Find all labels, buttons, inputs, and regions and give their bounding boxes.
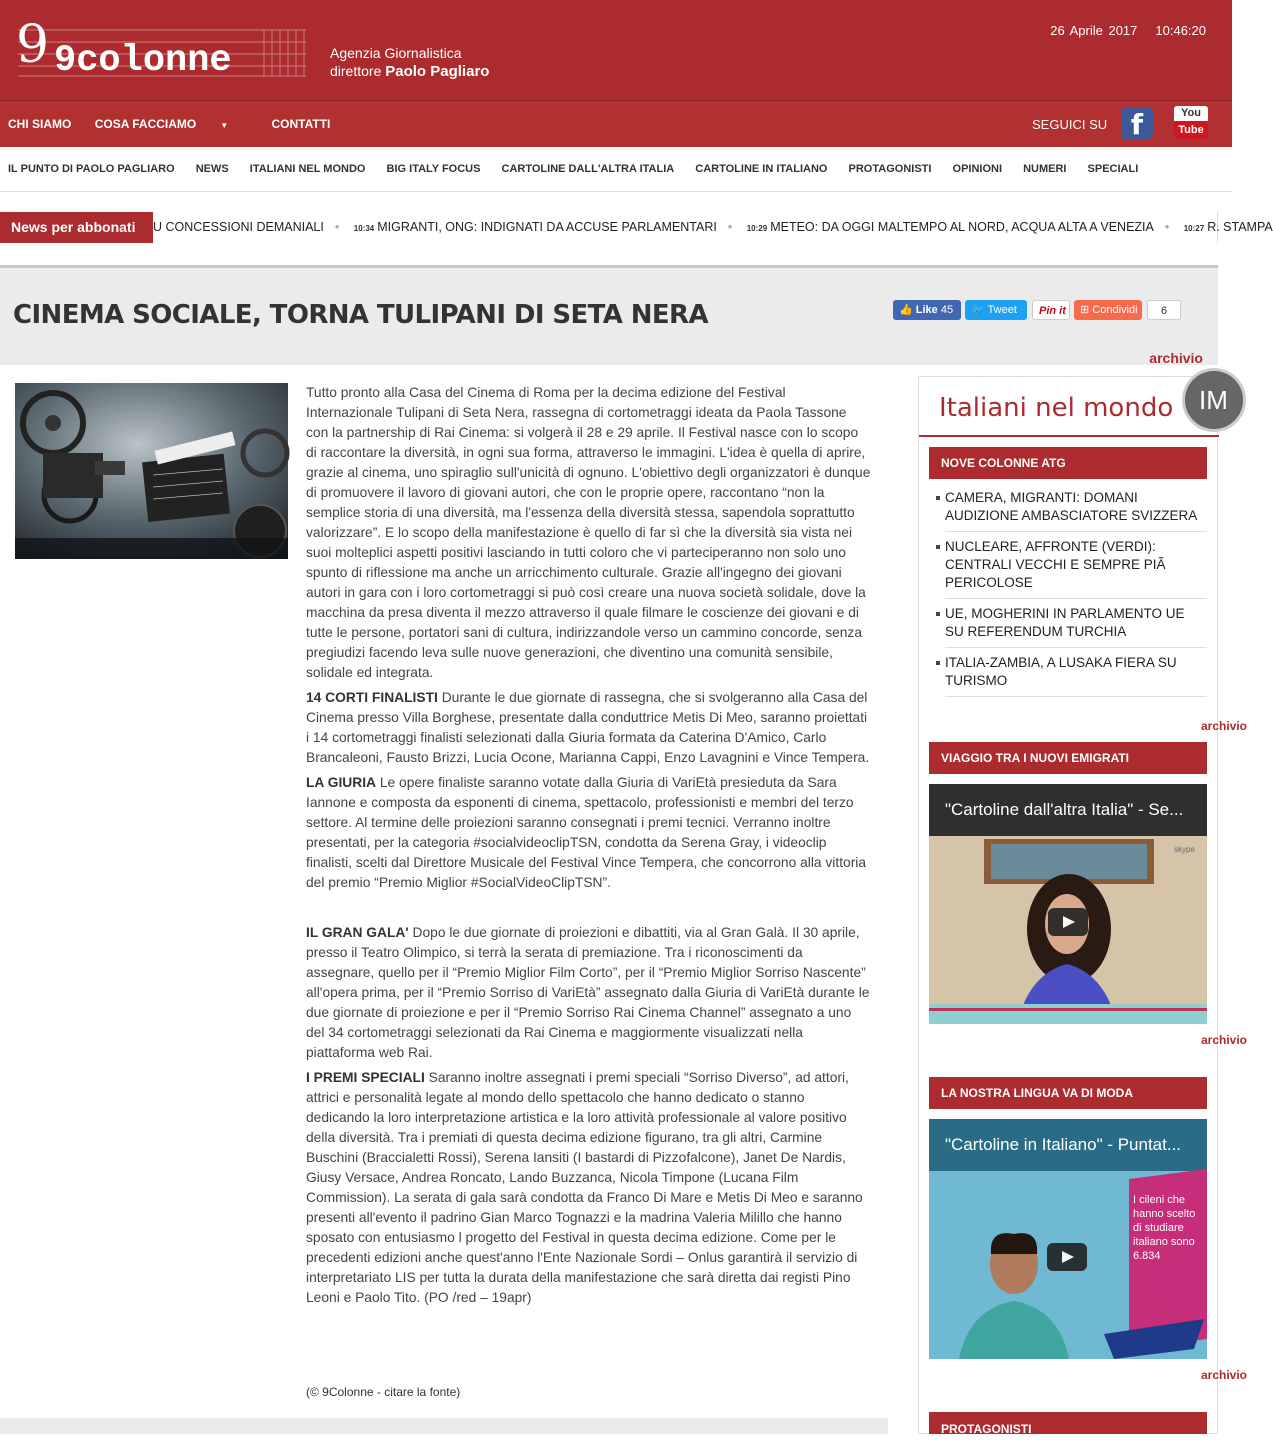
twitter-bird-icon: 🐦: [971, 304, 985, 316]
article-body: [306, 383, 871, 1313]
video-player-1[interactable]: [929, 784, 1207, 1024]
like-count: 45: [940, 304, 954, 316]
current-time: 10:46:20: [1155, 23, 1206, 38]
svg-text:9: 9: [16, 15, 50, 75]
article-paragraph: [306, 773, 871, 893]
paragraph-heading: 14 CORTI FINALISTI: [306, 690, 438, 705]
like-label: Like: [915, 304, 938, 316]
content-footer-bg: [0, 1418, 888, 1434]
article-image: [15, 383, 288, 559]
paragraph-text: Dopo le due giornate di proiezioni e dibattiti, via al Gran Galà. Il 30 aprile, presso il Teatro Olimpico, si terrà la serata di premiazione. Tra i riconoscimenti da assegnare, quello per il “Premio Miglior Film Corto”, per il “Premio Miglior Sorriso Nascente” all'opera prima, per il “Premio Sorriso di VariEtà” assegnato dalla Giuria di VariEtà durante le due giornate di proiezione e per il “Premio Sorriso Rai Cinema Channel” assegnato a uno del 34 cortometraggi selezionati da Rai Cinema e maggiormente visualizzati nella piattaforma web Rai.: [306, 925, 870, 1060]
nav-opinioni[interactable]: OPINIONI: [952, 163, 1003, 175]
follow-label: SEGUICI SU: [1032, 117, 1108, 132]
archivio-link[interactable]: archivio: [1200, 1368, 1247, 1382]
video-player-2[interactable]: [929, 1119, 1207, 1359]
nav-cartoline-altra-italia[interactable]: CARTOLINE DALL'ALTRA ITALIA: [501, 163, 675, 175]
ticker-item[interactable]: [354, 220, 717, 234]
tweet-button[interactable]: [965, 300, 1027, 320]
ticker-text: MIGRANTI, ONG: INDIGNATI DA ACCUSE PARLAMENTARI: [377, 220, 717, 234]
share-label: Condividi: [1092, 304, 1138, 316]
ticker-item[interactable]: [153, 220, 324, 234]
archivio-link[interactable]: archivio: [1200, 1033, 1247, 1047]
article-paragraph: [306, 1068, 871, 1308]
paragraph-heading: LA GIURIA: [306, 775, 377, 790]
section-nav: [0, 147, 1232, 192]
archivio-link[interactable]: archivio: [1200, 719, 1247, 733]
current-date: 26 Aprile 2017: [1050, 23, 1138, 38]
tweet-label: Tweet: [987, 304, 1017, 316]
nav-speciali[interactable]: SPECIALI: [1087, 163, 1139, 175]
nav-chi-siamo[interactable]: CHI SIAMO: [8, 117, 72, 131]
article-paragraph: [306, 383, 871, 683]
video-overlay-text: I cileni che hanno scelto di studiare italiano sono 6.834: [1133, 1194, 1196, 1262]
agency-info: [330, 44, 489, 81]
italiani-nel-mondo-badge[interactable]: IM: [1182, 368, 1246, 432]
nav-cartoline-italiano[interactable]: CARTOLINE IN ITALIANO: [695, 163, 828, 175]
facebook-like-button[interactable]: [893, 300, 961, 320]
nav-punto-pagliaro[interactable]: IL PUNTO DI PAOLO PAGLIARO: [8, 163, 175, 175]
article-paragraph: [306, 923, 871, 1063]
paragraph-text: Le opere finaliste saranno votate dalla Giuria di VariEtà presieduta da Sara Iannone e composta da esponenti di cinema, spettacolo, professionisti e membri del terzo settore. Al termine delle proiezioni saranno consegnati i premi tecnici. Verranno inoltre presentati, per la categoria #socialvideoclipTSN, condotta da Serena Gray, i videoclip finalisti, scelti dal Direttore Musicale del Festival Vince Tempera, che concorrono alla vittoria del premio “Premio Miglior #SocialVideoClipTSN”.: [306, 775, 867, 890]
logo-text: 9colonne: [54, 40, 232, 82]
ticker-time: 10:27: [1183, 224, 1205, 233]
ticker-label: News per abbonati: [0, 212, 153, 243]
youtube-icon[interactable]: [1174, 106, 1208, 140]
ticker-text: U CONCESSIONI DEMANIALI: [153, 220, 324, 234]
ticker-time: 10:29: [746, 224, 768, 233]
ticker-item[interactable]: [747, 220, 1154, 234]
article-content: [0, 365, 888, 1418]
article-paragraph: [306, 688, 871, 768]
ticker-separator: •: [1164, 220, 1170, 234]
nav-numeri[interactable]: NUMERI: [1023, 163, 1067, 175]
director-name: Paolo Pagliaro: [385, 63, 490, 80]
video-title-2: "Cartoline in Italiano" - Puntat...: [945, 1135, 1182, 1154]
site-logo[interactable]: [14, 12, 306, 80]
list-item[interactable]: UE, MOGHERINI IN PARLAMENTO UE SU REFERENDUM TURCHIA: [945, 605, 1207, 648]
ticker-text: R. STAMPA: [1207, 220, 1273, 234]
top-nav: [0, 100, 1232, 147]
play-icon[interactable]: [1048, 908, 1088, 936]
list-item[interactable]: ITALIA-ZAMBIA, A LUSAKA FIERA SU TURISMO: [945, 654, 1207, 697]
ticker-separator: •: [334, 220, 340, 234]
section-heading-nove-colonne-atg[interactable]: NOVE COLONNE ATG: [929, 447, 1207, 479]
thumbs-up-icon: 👍: [899, 304, 913, 316]
nav-italiani-nel-mondo[interactable]: ITALIANI NEL MONDO: [249, 163, 366, 175]
sidebar-news-list: [945, 489, 1207, 703]
video-thumbnail-1: [929, 784, 1207, 1024]
plus-icon: ⊞: [1080, 304, 1090, 316]
ticker-separator: •: [727, 220, 733, 234]
director-prefix: direttore: [330, 63, 382, 79]
paragraph-heading: IL GRAN GALA': [306, 925, 409, 940]
video-title-1: "Cartoline dall'altra Italia" - Se...: [945, 800, 1184, 819]
sidebar-title: Italiani nel mondo: [939, 393, 1174, 423]
news-ticker: [0, 212, 1273, 243]
facebook-icon[interactable]: f: [1121, 107, 1153, 139]
nav-cosa-facciamo[interactable]: [95, 117, 248, 131]
paragraph-text: Tutto pronto alla Casa del Cinema di Roma per la decima edizione del Festival Internazionale Tulipani di Seta Nera, rassegna di cortometraggi ideata da Paola Tassone con la partnership di Rai Cinema: si volgerà il 28 e 29 aprile. Il Festival nasce con lo scopo di raccontare la diversità, in ogni sua forma, attraverso le immagini. L'idea è quella di aprire, grazie al cinema, uno spiraglio sull'unicità di ognuno. L'obiettivo degli organizzatori è dunque di promuovere il lavoro di giovani autori, che con le proprie opere, raccontano “non la semplice storia di una diversità, ma l'essenza della diversità stessa, sapendola soprattutto valorizzare”. E lo scopo della manifestazione è quello di far sì che la diversità sia vista nei suoi molteplici aspetti positivi lasciando in tutti coloro che vi parteciperanno non solo uno spunto di riflessione ma anche un arricchimento culturale. Grazie all'ingegno dei giovani autori in gara con i loro cortometraggi si può così creare una nuova società solidale, dove la macchina da presa diventa il mezzo attraverso il quale filmare le coscienze dei giovani e di tutte le persone, portatori sani di cultura, indirizzandole verso un cammino concorde, senza pregiudizi facendo leva sulle nuove generazioni, che diventino una comunità sensibile, solidale ed integrata.: [306, 385, 871, 680]
video-watermark: skype: [1174, 845, 1195, 854]
ticker-text: METEO: DA OGGI MALTEMPO AL NORD, ACQUA ALTA A VENEZIA: [770, 220, 1154, 234]
nav-protagonisti[interactable]: PROTAGONISTI: [848, 163, 932, 175]
nav-contatti[interactable]: CONTATTI: [271, 117, 331, 131]
ticker-items: [153, 212, 1273, 243]
paragraph-text: Saranno inoltre assegnati i premi speciali “Sorriso Diverso”, ad attori, attrici e personalità legate al mondo dello spettacolo che hanno dedicato o stanno dedicando la loro interpretazione artistica e la loro attività professionale al valore positivo della diversità. Tra i premiati di questa decima edizione figurano, tra gli altri, Carmine Buschini (Braccialetti Rossi), Serena Iansiti (I bastardi di Pizzofalcone), Janet De Nardis, Giusy Versace, Andrea Roncato, Lando Buzzanca, Nicola Timpone (Lucana Film Commission). La serata di gala sarà condotta da Franco Di Mare e Metis Di Meo e saranno presenti all'evento il padrino Gian Marco Tognazzi e la madrina Valeria Milillo che hanno sposato con entusiasmo l progetto del Festival in questa decima edizione. Come per le precedenti edizioni anche quest'anno l'Ente Nazionale Sordi – Onlus garantirà il servizio di interpretariato LIS per tutta la durata della manifestazione che sarà diretta dai registi Pino Leoni e Paolo Tito. (PO /red – 19apr): [306, 1070, 863, 1305]
agency-label: Agenzia Giornalistica: [330, 45, 462, 61]
share-button[interactable]: [1074, 300, 1142, 320]
ticker-time: 10:34: [353, 224, 375, 233]
youtube-tube: Tube: [1174, 121, 1208, 139]
section-heading-nuovi-emigrati[interactable]: VIAGGIO TRA I NUOVI EMIGRATI: [929, 742, 1207, 774]
article-credit: (© 9Colonne - citare la fonte): [306, 1385, 461, 1399]
share-count: 6: [1147, 300, 1181, 320]
datetime: [1050, 23, 1206, 38]
video-thumbnail-2: [929, 1119, 1207, 1359]
pinterest-button[interactable]: Pin it: [1032, 300, 1070, 320]
section-heading-lingua-moda[interactable]: LA NOSTRA LINGUA VA DI MODA: [929, 1077, 1207, 1109]
nav-big-italy-focus[interactable]: BIG ITALY FOCUS: [386, 163, 481, 175]
caret-down-icon: ▼: [220, 121, 229, 130]
sidebar-divider: [919, 435, 1219, 437]
list-item[interactable]: CAMERA, MIGRANTI: DOMANI AUDIZIONE AMBASCIATORE SVIZZERA: [945, 489, 1207, 532]
youtube-you: You: [1174, 106, 1208, 121]
article-title: CINEMA SOCIALE, TORNA TULIPANI DI SETA NERA: [13, 300, 708, 330]
article-title-bar: [0, 265, 1218, 365]
play-icon[interactable]: [1047, 1243, 1087, 1271]
ticker-item[interactable]: [1184, 220, 1273, 234]
paragraph-heading: I PREMI SPECIALI: [306, 1070, 425, 1085]
paragraph-text: Durante le due giornate di rassegna, che si svolgeranno alla Casa del Cinema presso Villa Borghese, presentate dalla conduttrice Metis Di Meo, saranno proiettati i 14 cortometraggi finalisti selezionati dalla Giuria formata da Caterina D'Amico, Carlo Brancaleoni, Fausto Brizzi, Lucia Ocone, Marianna Cappi, Enzo Lavagnini e Vince Tempera.: [306, 690, 870, 765]
archivio-link[interactable]: archivio: [1149, 350, 1203, 366]
nav-cosa-facciamo-label: COSA FACCIAMO: [94, 117, 197, 131]
nav-news[interactable]: NEWS: [195, 163, 229, 175]
section-heading-protagonisti[interactable]: PROTAGONISTI: [929, 1412, 1207, 1434]
list-item[interactable]: NUCLEARE, AFFRONTE (VERDI): CENTRALI VECCHI E SEMPRE PIÃ PERICOLOSE: [945, 538, 1207, 599]
site-header: [0, 0, 1232, 100]
